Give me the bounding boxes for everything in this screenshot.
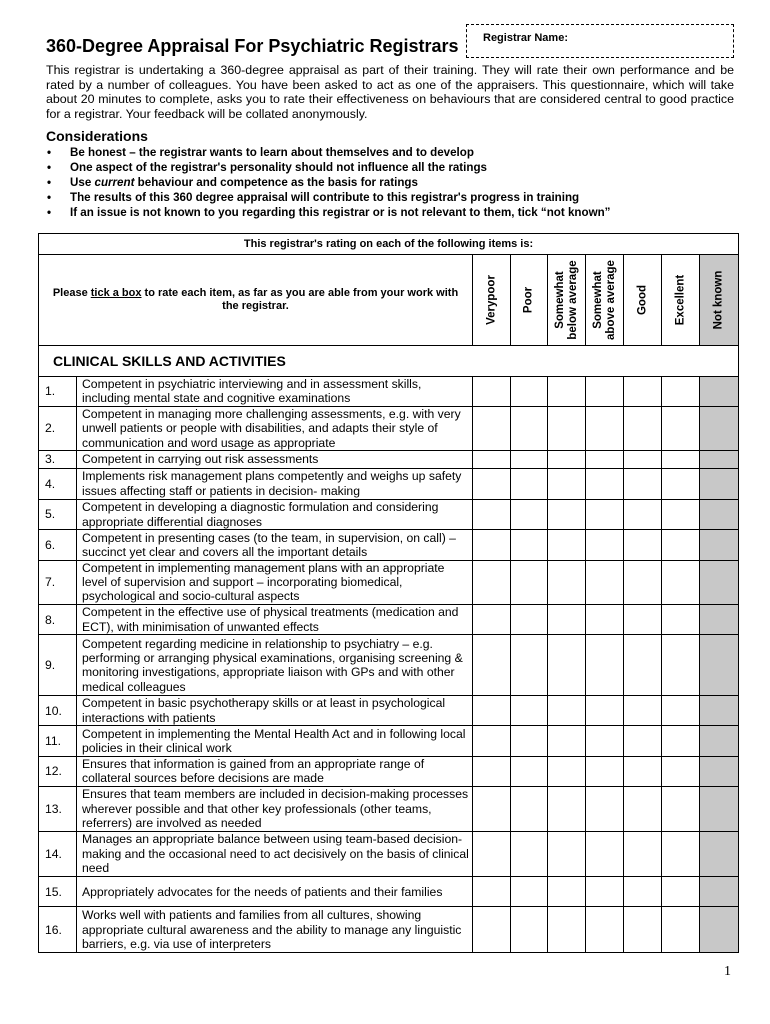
tick-box-good[interactable] — [624, 696, 662, 726]
tick-box-poor[interactable] — [511, 560, 548, 604]
item-number: 4. — [39, 468, 77, 499]
tick-box-somewhat-above-average[interactable] — [586, 877, 624, 907]
tick-box-somewhat-above-average[interactable] — [586, 831, 624, 877]
tick-box-somewhat-below-average[interactable] — [548, 696, 586, 726]
tick-box-poor[interactable] — [511, 406, 548, 450]
intro-paragraph: This registrar is undertaking a 360-degree appraisal as part of their training. They will rate their own performance and be rated by a number of colleagues. You have been asked to act as one of the appraisers. This questionnaire, which will take about 20 minutes to complete, asks you to rate their effectiveness on behaviours that are considered central to good practice for a registrar. Your feedback will be collated anonymously. — [46, 63, 734, 121]
tick-box-very-poor[interactable] — [473, 560, 511, 604]
tick-box-excellent[interactable] — [662, 406, 700, 450]
tick-box-somewhat-below-average[interactable] — [548, 530, 586, 560]
rating-table — [38, 233, 739, 953]
tick-box-poor[interactable] — [511, 376, 548, 406]
tick-box-very-poor[interactable] — [473, 605, 511, 635]
table-heading: This registrar's rating on each of the following items is: — [39, 234, 739, 255]
tick-box-poor[interactable] — [511, 696, 548, 726]
bullet-icon: • — [47, 176, 52, 189]
consideration-item: • Use current behaviour and competence as the basis for ratings — [47, 176, 418, 189]
tick-box-somewhat-above-average[interactable] — [586, 635, 624, 696]
table-row — [39, 787, 739, 831]
table-row — [39, 530, 739, 560]
tick-box-not-known[interactable] — [700, 907, 739, 953]
rating-header-excellent: Excellent — [662, 255, 700, 346]
tick-box-excellent[interactable] — [662, 530, 700, 560]
tick-box-somewhat-below-average[interactable] — [548, 756, 586, 786]
tick-box-not-known[interactable] — [700, 635, 739, 696]
tick-box-excellent[interactable] — [662, 787, 700, 831]
item-text: Appropriately advocates for the needs of patients and their families — [77, 877, 473, 907]
tick-box-poor[interactable] — [511, 726, 548, 756]
tick-box-very-poor[interactable] — [473, 756, 511, 786]
tick-box-somewhat-below-average[interactable] — [548, 468, 586, 499]
considerations-list — [46, 145, 610, 220]
tick-box-excellent[interactable] — [662, 635, 700, 696]
tick-box-very-poor[interactable] — [473, 499, 511, 529]
rating-header-good: Good — [624, 255, 662, 346]
item-number: 11. — [39, 726, 77, 756]
tick-box-good[interactable] — [624, 907, 662, 953]
item-text: Works well with patients and families from all cultures, showing appropriate cultural awareness and the ability to manage any linguistic barriers, e.g. via use of interpreters — [77, 907, 473, 953]
tick-box-excellent[interactable] — [662, 756, 700, 786]
tick-box-somewhat-below-average[interactable] — [548, 907, 586, 953]
tick-box-not-known[interactable] — [700, 831, 739, 877]
tick-box-poor[interactable] — [511, 530, 548, 560]
tick-box-good[interactable] — [624, 406, 662, 450]
tick-box-somewhat-below-average[interactable] — [548, 831, 586, 877]
item-text: Ensures that information is gained from an appropriate range of collateral sources before decisions are made — [77, 756, 473, 786]
table-row — [39, 451, 739, 468]
tick-box-not-known[interactable] — [700, 499, 739, 529]
tick-box-somewhat-below-average[interactable] — [548, 376, 586, 406]
item-number: 8. — [39, 605, 77, 635]
tick-box-somewhat-below-average[interactable] — [548, 499, 586, 529]
tick-box-poor[interactable] — [511, 907, 548, 953]
tick-box-not-known[interactable] — [700, 406, 739, 450]
item-text: Competent in carrying out risk assessments — [77, 451, 473, 468]
item-number: 6. — [39, 530, 77, 560]
tick-box-poor[interactable] — [511, 635, 548, 696]
tick-box-poor[interactable] — [511, 787, 548, 831]
tick-box-somewhat-above-average[interactable] — [586, 907, 624, 953]
tick-box-very-poor[interactable] — [473, 530, 511, 560]
tick-box-good[interactable] — [624, 635, 662, 696]
tick-box-excellent[interactable] — [662, 468, 700, 499]
tick-box-poor[interactable] — [511, 756, 548, 786]
tick-box-not-known[interactable] — [700, 877, 739, 907]
tick-box-good[interactable] — [624, 451, 662, 468]
tick-box-not-known[interactable] — [700, 376, 739, 406]
tick-box-very-poor[interactable] — [473, 468, 511, 499]
page-title: 360-Degree Appraisal For Psychiatric Registrars — [46, 36, 459, 56]
tick-box-poor[interactable] — [511, 451, 548, 468]
tick-box-very-poor[interactable] — [473, 787, 511, 831]
tick-box-not-known[interactable] — [700, 530, 739, 560]
tick-box-excellent[interactable] — [662, 696, 700, 726]
item-text: Competent in implementing management plans with an appropriate level of supervision and support – incorporating biomedical, psychological and socio-cultural aspects — [77, 560, 473, 604]
tick-box-very-poor[interactable] — [473, 726, 511, 756]
rating-header-not-known: Not known — [700, 255, 739, 346]
tick-box-excellent[interactable] — [662, 560, 700, 604]
rating-header-somewhat-above-average: Somewhat above average — [586, 255, 624, 346]
tick-box-somewhat-above-average[interactable] — [586, 605, 624, 635]
table-row — [39, 376, 739, 406]
tick-box-somewhat-above-average[interactable] — [586, 696, 624, 726]
tick-box-good[interactable] — [624, 877, 662, 907]
item-number: 3. — [39, 451, 77, 468]
table-row — [39, 726, 739, 756]
page-number: 1 — [724, 964, 731, 979]
tick-box-not-known[interactable] — [700, 756, 739, 786]
tick-box-very-poor[interactable] — [473, 406, 511, 450]
rating-header-very-poor: Verypoor — [473, 255, 511, 346]
item-text: Competent in the effective use of physical treatments (medication and ECT), with minimisation of unwanted effects — [77, 605, 473, 635]
item-text: Manages an appropriate balance between using team-based decision-making and the occasional need to act decisively on the basis of clinical need — [77, 831, 473, 877]
tick-box-good[interactable] — [624, 468, 662, 499]
consideration-item: • The results of this 360 degree appraisal will contribute to this registrar's progress in training — [47, 191, 580, 204]
tick-box-good[interactable] — [624, 560, 662, 604]
item-text: Competent in implementing the Mental Health Act and in following local policies in their clinical work — [77, 726, 473, 756]
table-row — [39, 499, 739, 529]
item-text: Competent regarding medicine in relationship to psychiatry – e.g. performing or arranging physical examinations, organising screening & monitoring investigations, appropriate liaison with GPs and with other medical colleagues — [77, 635, 473, 696]
registrar-name-label: Registrar Name: — [483, 32, 568, 44]
item-number: 14. — [39, 831, 77, 877]
item-text: Ensures that team members are included in decision-making processes wherever possible and that other key professionals (other teams, referrers) are involved as needed — [77, 787, 473, 831]
item-number: 7. — [39, 560, 77, 604]
rating-header-somewhat-below-average: Somewhat below average — [548, 255, 586, 346]
consideration-item: • If an issue is not known to you regarding this registrar or is not relevant to them, tick “not known” — [47, 206, 611, 219]
item-text: Competent in managing more challenging assessments, e.g. with very unwell patients or people with disabilities, and adapts their style of communication and word usage as appropriate — [77, 406, 473, 450]
tick-box-somewhat-above-average[interactable] — [586, 406, 624, 450]
tick-box-excellent[interactable] — [662, 726, 700, 756]
table-row — [39, 560, 739, 604]
table-row — [39, 605, 739, 635]
item-text: Competent in presenting cases (to the team, in supervision, on call) – succinct yet clear and covers all the important details — [77, 530, 473, 560]
tick-box-poor[interactable] — [511, 499, 548, 529]
tick-box-somewhat-above-average[interactable] — [586, 499, 624, 529]
tick-box-not-known[interactable] — [700, 787, 739, 831]
tick-box-very-poor[interactable] — [473, 376, 511, 406]
tick-box-somewhat-below-average[interactable] — [548, 877, 586, 907]
tick-box-not-known[interactable] — [700, 726, 739, 756]
bullet-icon: • — [47, 161, 52, 174]
tick-box-very-poor[interactable] — [473, 877, 511, 907]
tick-box-excellent[interactable] — [662, 451, 700, 468]
table-row — [39, 406, 739, 450]
tick-box-somewhat-above-average[interactable] — [586, 468, 624, 499]
tick-box-very-poor[interactable] — [473, 831, 511, 877]
consideration-item: • Be honest – the registrar wants to learn about themselves and to develop — [47, 146, 474, 159]
item-text: Competent in basic psychotherapy skills or at least in psychological interactions with patients — [77, 696, 473, 726]
tick-box-somewhat-below-average[interactable] — [548, 787, 586, 831]
table-row — [39, 468, 739, 499]
table-row — [39, 756, 739, 786]
tick-box-somewhat-below-average[interactable] — [548, 451, 586, 468]
table-row — [39, 907, 739, 953]
rating-header-poor: Poor — [511, 255, 548, 346]
tick-box-somewhat-above-average[interactable] — [586, 787, 624, 831]
tick-box-somewhat-above-average[interactable] — [586, 376, 624, 406]
item-number: 10. — [39, 696, 77, 726]
considerations-heading: Considerations — [46, 128, 148, 144]
item-number: 2. — [39, 406, 77, 450]
item-text: Competent in psychiatric interviewing and in assessment skills, including mental state and cognitive examinations — [77, 376, 473, 406]
tick-box-good[interactable] — [624, 376, 662, 406]
tick-box-excellent[interactable] — [662, 499, 700, 529]
item-number: 12. — [39, 756, 77, 786]
section-heading: CLINICAL SKILLS AND ACTIVITIES — [39, 346, 739, 376]
tick-box-good[interactable] — [624, 605, 662, 635]
bullet-icon: • — [47, 206, 52, 219]
tick-box-poor[interactable] — [511, 831, 548, 877]
tick-box-very-poor[interactable] — [473, 907, 511, 953]
bullet-icon: • — [47, 146, 52, 159]
table-row — [39, 877, 739, 907]
tick-box-poor[interactable] — [511, 468, 548, 499]
tick-box-excellent[interactable] — [662, 376, 700, 406]
item-number: 13. — [39, 787, 77, 831]
item-text: Implements risk management plans competently and weighs up safety issues affecting staff or patients in decision- making — [77, 468, 473, 499]
tick-box-good[interactable] — [624, 726, 662, 756]
tick-box-somewhat-below-average[interactable] — [548, 635, 586, 696]
item-text: Competent in developing a diagnostic formulation and considering appropriate differential diagnoses — [77, 499, 473, 529]
consideration-item: • One aspect of the registrar's personality should not influence all the ratings — [47, 161, 487, 174]
tick-box-very-poor[interactable] — [473, 451, 511, 468]
tick-box-good[interactable] — [624, 787, 662, 831]
tick-box-very-poor[interactable] — [473, 635, 511, 696]
tick-box-good[interactable] — [624, 499, 662, 529]
tick-box-good[interactable] — [624, 530, 662, 560]
item-number: 16. — [39, 907, 77, 953]
tick-box-good[interactable] — [624, 831, 662, 877]
tick-box-somewhat-below-average[interactable] — [548, 726, 586, 756]
tick-box-very-poor[interactable] — [473, 696, 511, 726]
tick-box-poor[interactable] — [511, 877, 548, 907]
table-row — [39, 696, 739, 726]
tick-box-not-known[interactable] — [700, 451, 739, 468]
item-number: 5. — [39, 499, 77, 529]
item-number: 15. — [39, 877, 77, 907]
registrar-name-field[interactable] — [466, 24, 734, 58]
tick-box-not-known[interactable] — [700, 560, 739, 604]
tick-box-somewhat-below-average[interactable] — [548, 406, 586, 450]
tick-box-somewhat-above-average[interactable] — [586, 560, 624, 604]
tick-box-somewhat-below-average[interactable] — [548, 560, 586, 604]
tick-box-good[interactable] — [624, 756, 662, 786]
tick-box-somewhat-above-average[interactable] — [586, 530, 624, 560]
tick-box-excellent[interactable] — [662, 877, 700, 907]
tick-box-not-known[interactable] — [700, 468, 739, 499]
table-row — [39, 831, 739, 877]
tick-box-excellent[interactable] — [662, 831, 700, 877]
tick-box-not-known[interactable] — [700, 696, 739, 726]
tick-box-somewhat-above-average[interactable] — [586, 726, 624, 756]
tick-box-not-known[interactable] — [700, 605, 739, 635]
tick-box-poor[interactable] — [511, 605, 548, 635]
table-row — [39, 635, 739, 696]
tick-box-somewhat-above-average[interactable] — [586, 756, 624, 786]
item-number: 1. — [39, 376, 77, 406]
tick-box-excellent[interactable] — [662, 605, 700, 635]
item-number: 9. — [39, 635, 77, 696]
rating-instruction: Please tick a box to rate each item, as far as you are able from your work with the registrar. — [39, 255, 473, 346]
tick-box-somewhat-above-average[interactable] — [586, 451, 624, 468]
tick-box-somewhat-below-average[interactable] — [548, 605, 586, 635]
tick-box-excellent[interactable] — [662, 907, 700, 953]
bullet-icon: • — [47, 191, 52, 204]
